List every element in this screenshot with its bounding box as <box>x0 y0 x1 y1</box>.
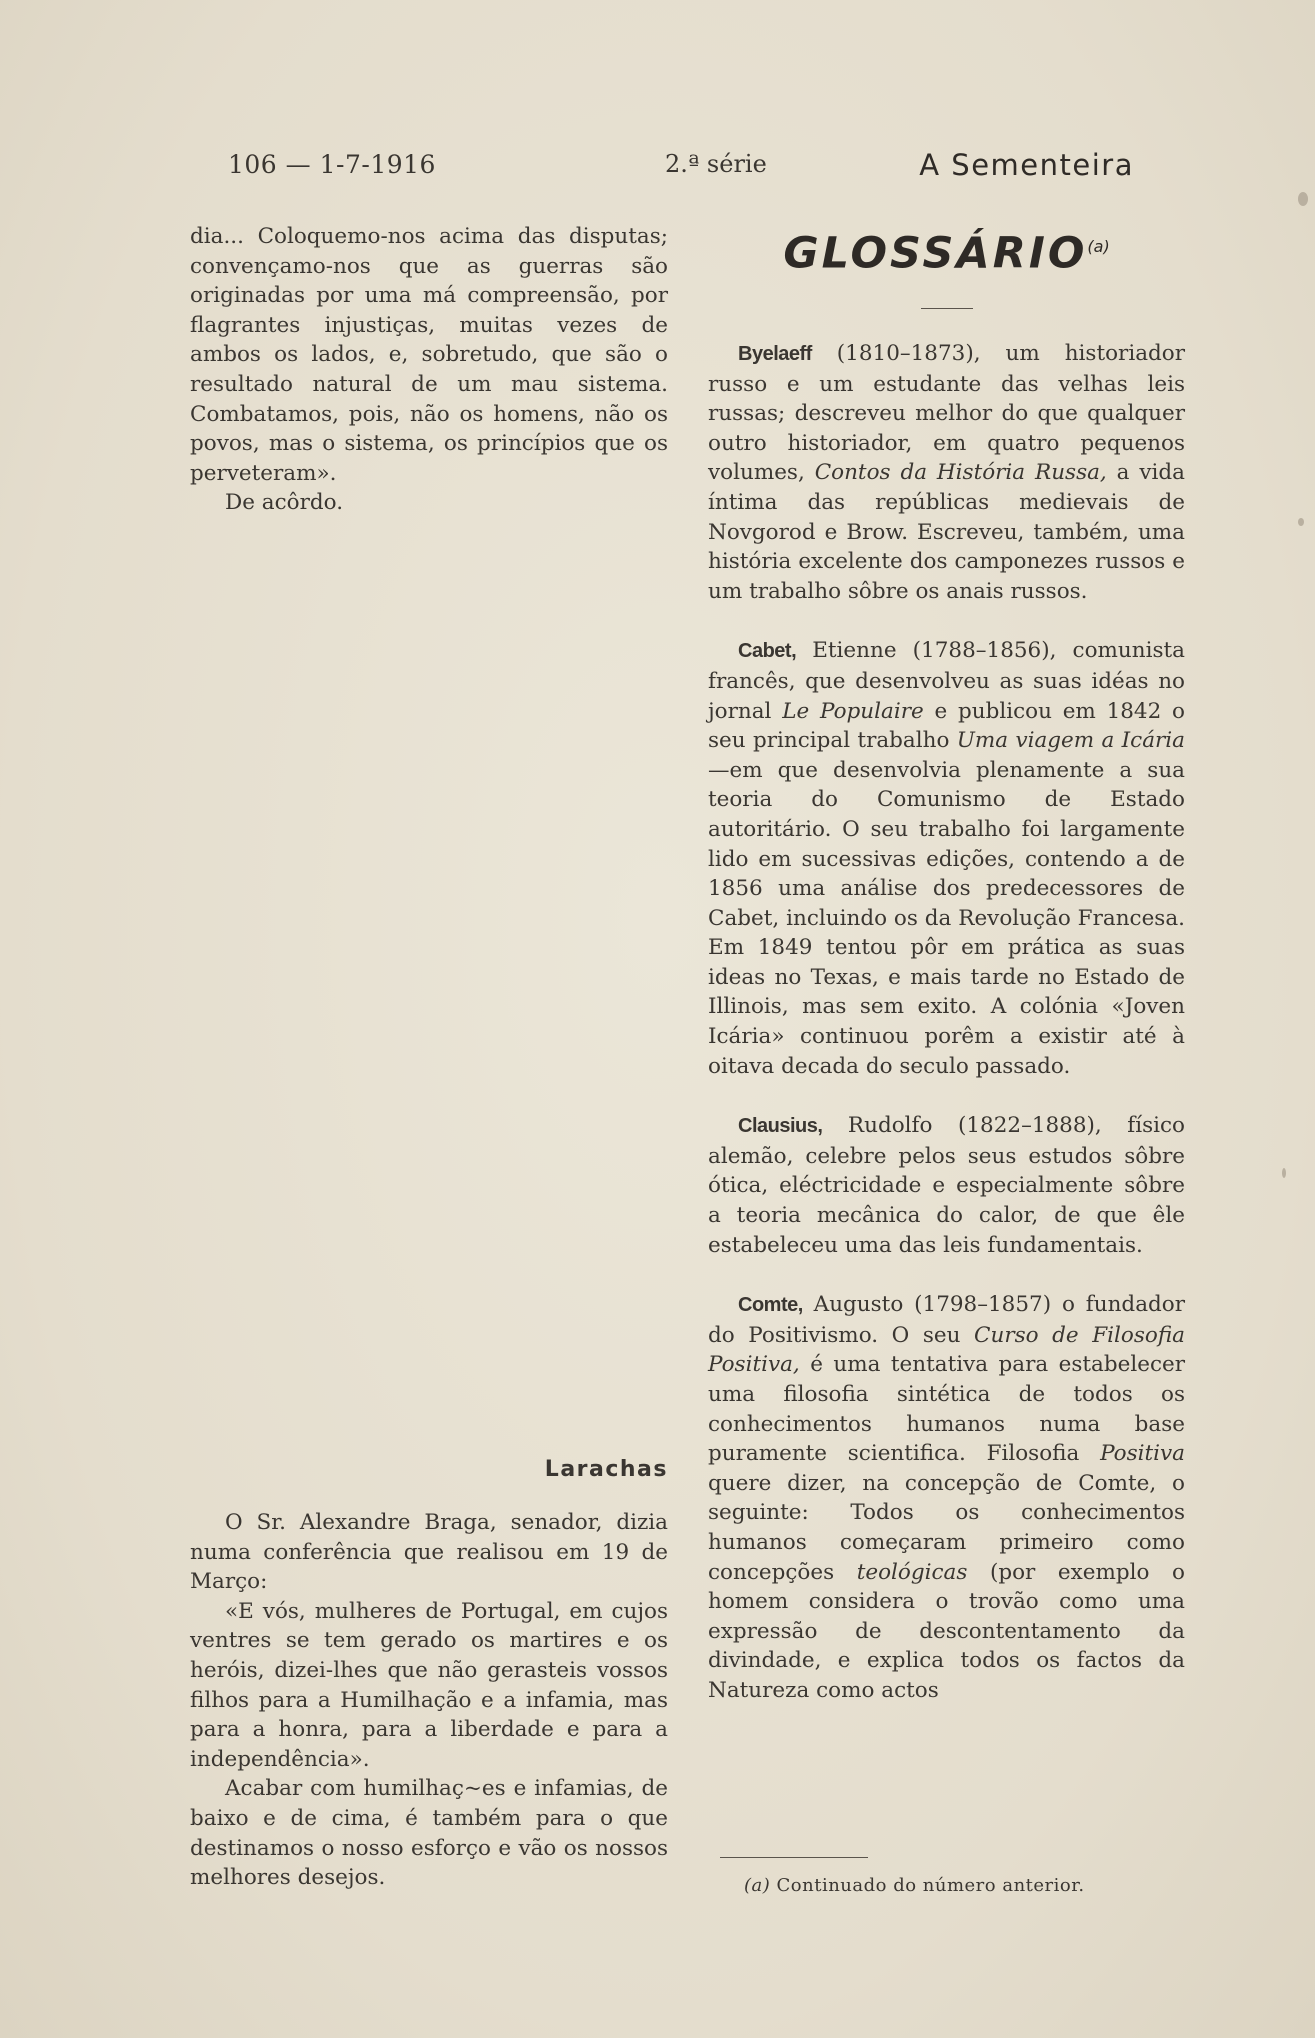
glossary-entry-clausius <box>708 1111 1185 1260</box>
entry-italic: Curso de Filosofia Positiva, <box>708 1322 1185 1378</box>
entry-text: e publicou em 1842 o seu principal trabalho <box>708 698 1186 754</box>
entry-text: Augusto (1798–1857) o fundador do Positivismo. O seu <box>708 1292 1185 1348</box>
entry-text: (por exemplo o homem considera o trovão como uma expressão de descontentamento da divindade, e explica todos os factos da Natureza como actos <box>708 1559 1185 1703</box>
entry-italic: Le Populaire <box>782 698 924 724</box>
glossary-column <box>708 222 1185 1706</box>
entry-term: Comte, <box>738 1294 803 1317</box>
footnote-text: Continuado do número anterior. <box>770 1875 1085 1896</box>
glossary-entry-comte <box>708 1290 1185 1705</box>
publication-title: A Sementeira <box>919 148 1134 182</box>
paper-speck <box>1298 518 1304 526</box>
entry-text: (1810–1873), um historiador russo e um estudante das velhas leis russas; descreveu melhor do que qualquer outro historiador, em quatro pequenos volumes, <box>708 341 1185 486</box>
footnote <box>744 1875 1085 1896</box>
glossary-entry-cabet <box>708 636 1185 1081</box>
glossary-title-text: GLOSSÁRIO <box>783 228 1088 279</box>
glossary-entry-byelaeff <box>708 339 1185 606</box>
entry-text: quere dizer, na concepção de Comte, o seguinte: Todos os conhecimentos humanos começaram primeiro como concepções <box>708 1470 1185 1585</box>
entry-italic: Contos da História Russa, <box>814 460 1107 486</box>
left-paragraph-continuation: dia... Coloquemo-nos acima das disputas; convençamo-nos que as guerras são originadas por uma má compreensão, por flagrantes injustiças, muitas vezes de ambos os lados, e, sobretudo, que são o resultado natural de um mau sistema. Combatamos, pois, não os homens, não os povos, mas o sistema, os princípios que os perveteram». <box>190 224 668 486</box>
footnote-reference: (a) <box>1087 237 1110 256</box>
footnote-mark: (a) <box>744 1875 771 1896</box>
left-column <box>190 222 668 518</box>
entry-text: Rudolfo (1822–1888), físico alemão, celebre pelos seus estudos sôbre ótica, eléctricidade e especialmente sôbre a teoria mecânica do calor, de que êle estabeleceu uma das leis fundamentais. <box>708 1113 1185 1258</box>
glossary-title <box>708 222 1185 282</box>
page-number-date: 106 — 1-7-1916 <box>228 150 436 179</box>
larachas-paragraph: Acabar com humilhaç~es e infamias, de baixo e de cima, é também para o que destinamos o nosso esforço e vão os nossos melhores desejos. <box>190 1776 668 1891</box>
larachas-heading: Larachas <box>544 1457 668 1482</box>
larachas-paragraph: O Sr. Alexandre Braga, senador, dizia numa conferência que realisou em 19 de Março: <box>190 1510 668 1595</box>
entry-italic: Positiva <box>1100 1441 1185 1467</box>
entry-term: Cabet, <box>738 640 797 663</box>
entry-text: —em que desenvolvia plenamente a sua teoria do Comunismo de Estado autoritário. O seu trabalho foi largamente lido em sucessivas edições, contendo a de 1856 uma análise dos predecessores de Cabet, incluindo os da Revolução Francesa. Em 1849 tentou pôr em prática as suas ideas no Texas, e mais tarde no Estado de Illinois, mas sem exito. A colónia «Joven Icária» continuou porêm a existir até à oitava decada do seculo passado. <box>708 757 1185 1079</box>
paper-speck <box>1298 192 1308 206</box>
left-paragraph-agreement: De acôrdo. <box>225 490 344 516</box>
entry-text: a vida íntima das repúblicas medievais de Novgorod e Brow. Escreveu, também, uma história excelente dos camponezes russos e um trabalho sôbre os anais russos. <box>708 460 1185 604</box>
entry-text: é uma tentativa para estabelecer uma filosofia sintética de todos os conhecimentos humanos numa base puramente scientifica. Filosofia <box>708 1352 1185 1467</box>
entry-term: Byelaeff <box>738 343 812 365</box>
entry-text: Etienne (1788–1856), comunista francês, que desenvolveu as suas idéas no jornal <box>708 638 1185 724</box>
paper-speck <box>1282 1168 1286 1178</box>
footnote-divider <box>720 1857 868 1858</box>
entry-italic: teológicas <box>856 1559 968 1585</box>
page-header <box>228 150 1134 190</box>
larachas-section <box>190 1457 668 1893</box>
entry-term: Clausius, <box>738 1115 823 1138</box>
series-label: 2.ª série <box>665 150 767 178</box>
entry-italic: Uma viagem a Icária <box>956 728 1186 754</box>
divider <box>921 308 973 309</box>
larachas-quote: «E vós, mulheres de Portugal, em cujos ventres se tem gerado os martires e os heróis, dizei-lhes que não gerasteis vossos filhos para a Humilhação e a infamia, mas para a honra, para a liberdade e para a independência». <box>190 1598 668 1772</box>
